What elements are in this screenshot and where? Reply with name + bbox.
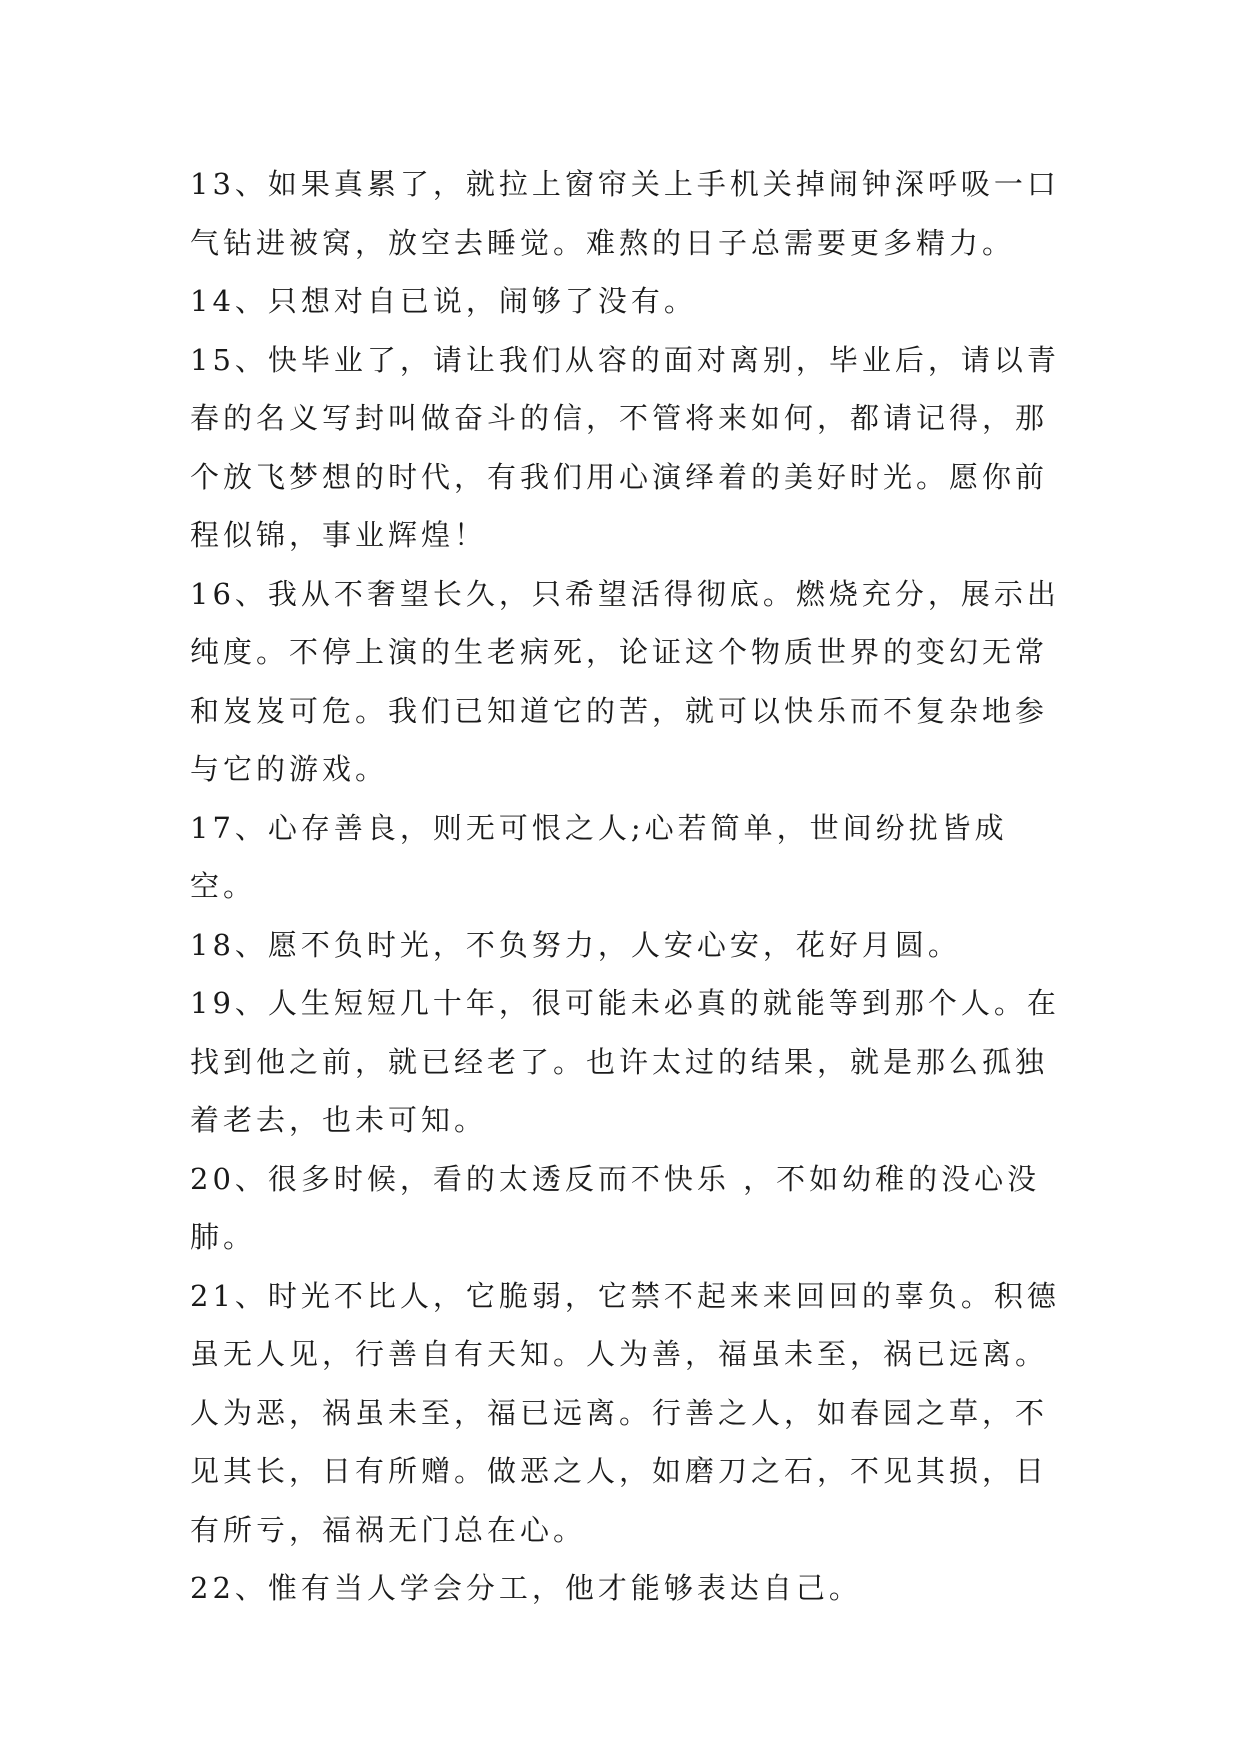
- paragraph-14: 14、只想对自已说，闹够了没有。: [190, 284, 697, 318]
- paragraph-16: 16、我从不奢望长久，只希望活得彻底。燃烧充分，展示出纯度。不停上演的生老病死，论证这个物质世界的变幻无常和岌岌可危。我们已知道它的苦，就可以快乐而不复杂地参与它的游戏。: [190, 576, 1060, 786]
- paragraph-18: 18、愿不负时光，不负努力，人安心安，花好月圆。: [190, 927, 961, 962]
- paragraph-20: 20、很多时候，看的太透反而不快乐 ，不如幼稚的没心没肺。: [190, 1161, 1041, 1254]
- paragraph-13: 13、如果真累了，就拉上窗帘关上手机关掉闹钟深呼吸一口气钻进被窝，放空去睡觉。难熬的日子总需要更多精力。: [190, 167, 1060, 260]
- paragraph-15: 15、快毕业了，请让我们从容的面对离别，毕业后，请以青春的名义写封叫做奋斗的信，不管将来如何，都请记得，那个放飞梦想的时代，有我们用心演绎着的美好时光。愿你前程似锦，事业辉煌！: [190, 342, 1060, 552]
- document-body: [190, 155, 1060, 1618]
- paragraph-17: 17、心存善良，则无可恨之人;心若简单，世间纷扰皆成空。: [190, 810, 1008, 903]
- paragraph-19: 19、人生短短几十年，很可能未必真的就能等到那个人。在找到他之前，就已经老了。也许太过的结果，就是那么孤独着老去，也未可知。: [190, 986, 1060, 1137]
- paragraph-21: 21、时光不比人，它脆弱，它禁不起来来回回的辜负。积德虽无人见，行善自有天知。人为善，福虽未至，祸已远离。人为恶，祸虽未至，福已远离。行善之人，如春园之草，不见其长，日有所赠。做恶之人，如磨刀之石，不见其损，日有所亏，福祸无门总在心。: [190, 1278, 1060, 1547]
- paragraph-22: 22、惟有当人学会分工，他才能够表达自己。: [190, 1571, 862, 1605]
